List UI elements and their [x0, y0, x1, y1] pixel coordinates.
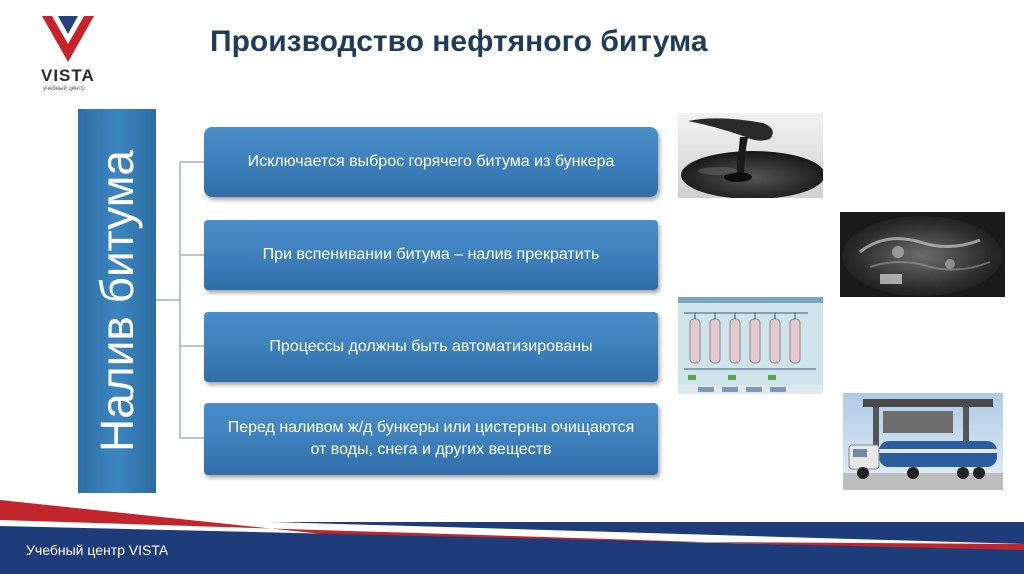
- logo-subtitle: учебный центр: [43, 86, 85, 92]
- side-label: Налив битума: [91, 150, 143, 452]
- list-item: [204, 127, 658, 197]
- list-item-text: При вспенивании битума – налив прекратить: [262, 246, 600, 263]
- list-item: [204, 312, 658, 382]
- tanker-truck-image: [843, 393, 1003, 490]
- footer-text: Учебный центр VISTA: [26, 542, 169, 558]
- bitumen-tank-image: [840, 212, 1005, 297]
- list-item-text: Процессы должны быть автоматизированы: [269, 338, 593, 355]
- list-item-text: Исключается выброс горячего битума из бункера: [247, 153, 615, 170]
- list-item-text: Перед наливом ж/д бункеры или цистерны очищаются от воды, снега и других веществ: [227, 419, 635, 458]
- list-item: [204, 403, 658, 475]
- bitumen-pour-image: [678, 113, 823, 198]
- automation-scheme-image: [678, 297, 823, 394]
- list-item: [204, 220, 658, 290]
- footer-band: [0, 500, 1024, 574]
- page-title: Производство нефтяного битума: [210, 25, 708, 58]
- logo-wordmark: VISTA: [41, 66, 95, 85]
